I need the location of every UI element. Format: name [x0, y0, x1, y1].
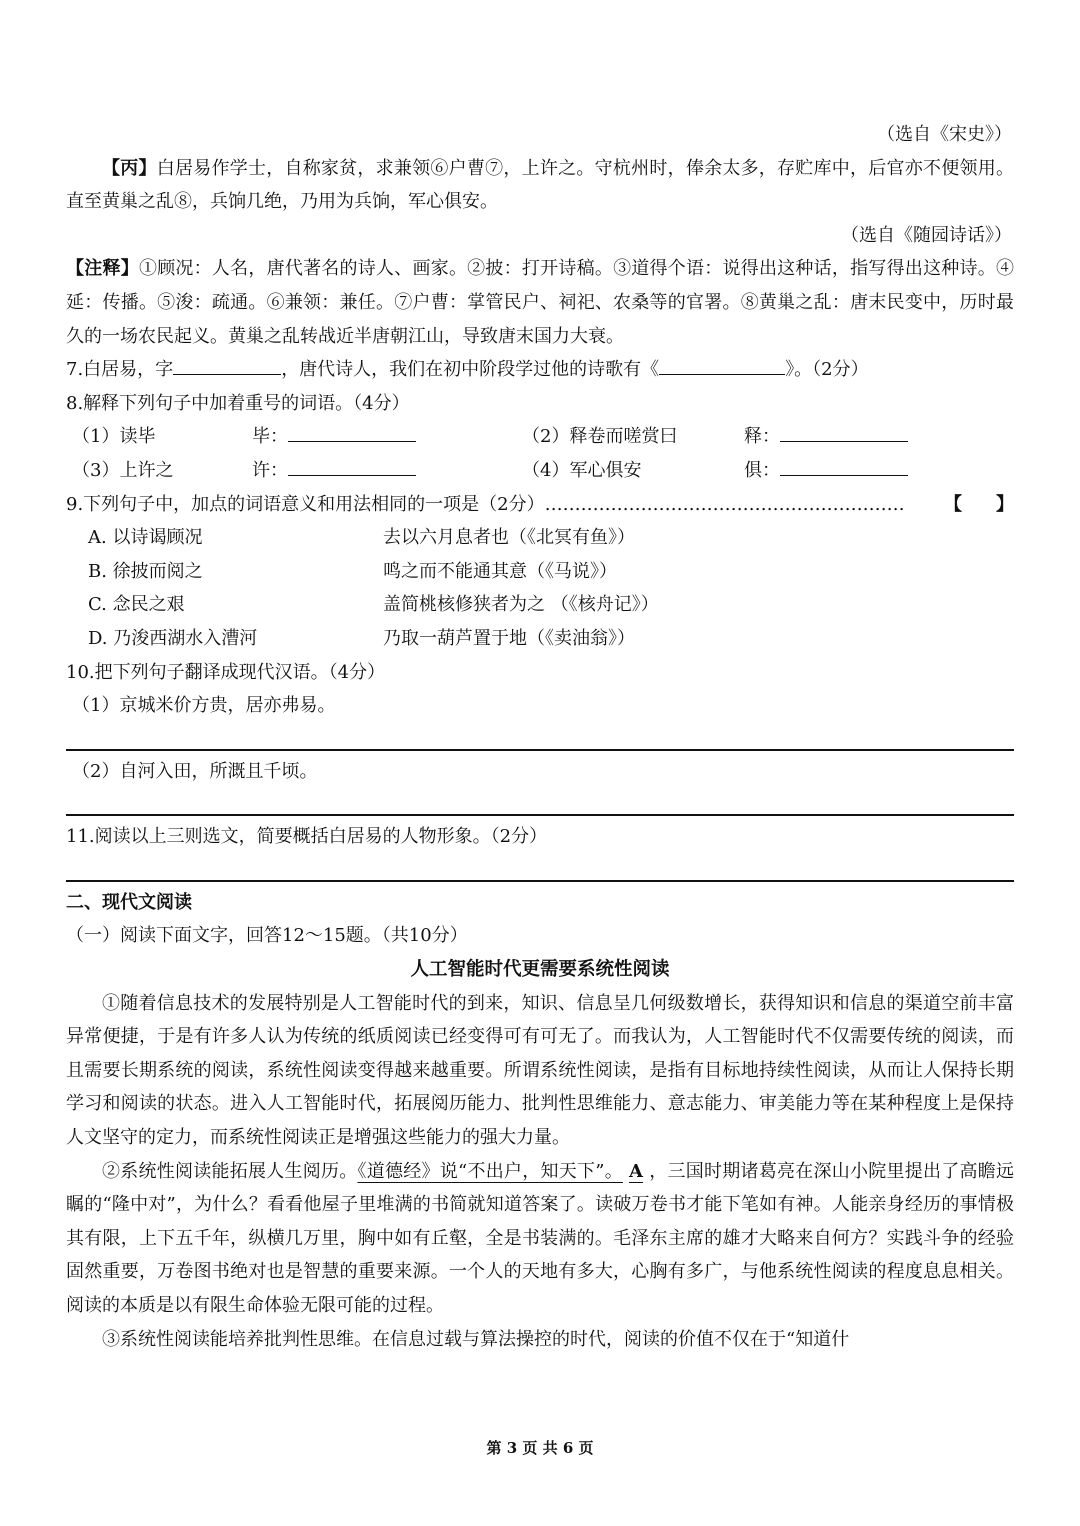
question-9-stem	[66, 488, 1014, 522]
section-2-heading: 二、现代文阅读	[66, 891, 192, 913]
article-paragraph-1: ①随着信息技术的发展特别是人工智能时代的到来，知识、信息呈几何级数增长，获得知识和信息的渠道空前丰富异常便捷，于是有许多人认为传统的纸质阅读已经变得可有可无了。而我认为，人工智能时代不仅需要传统的阅读，而且需要长期系统的阅读，系统性阅读变得越来越重要。所谓系统性阅读，是指有目标地持续性阅读，从而让人保持长期学习和阅读的状态。进入人工智能时代，拓展阅历能力、批判性思维能力、意志能力、审美能力等在某种程度上是保持人文坚守的定力，而系统性阅读正是增强这些能力的强大力量。	[66, 992, 1014, 1149]
q7-part3: 》。（2分）	[785, 359, 869, 381]
q9-answer-bracket[interactable]	[938, 488, 1014, 522]
q9-option-c-left: C. 念民之艰	[88, 594, 185, 616]
p2-rest: ，三国时期诸葛亮在深山小院里提出了高瞻远瞩的“隆中对”，为什么？看看他屋子里堆满的书简就知道答案了。读破万卷书才能下笔如有神。人能亲身经历的事情极其有限，上下五千年，纵横几万里，胸中如有丘壑，全是书装满的。毛泽东主席的雄才大略来自何方？实践斗争的经验固然重要，万卷图书绝对也是智慧的重要来源。一个人的天地有多大，心胸有多广，与他系统性阅读的程度息息相关。阅读的本质是以有限生命体验无限可能的过程。	[66, 1160, 1015, 1316]
notes-label: 【注释】	[66, 258, 139, 280]
q9-option-a-right: 去以六月息者也（《北冥有鱼》）	[383, 527, 635, 549]
exam-page	[66, 118, 1014, 1356]
q7-blank-poem[interactable]	[659, 373, 785, 375]
question-10-stem: 10.把下列句子翻译成现代汉语。（4分）	[66, 661, 386, 683]
article-title: 人工智能时代更需要系统性阅读	[410, 959, 670, 981]
q10-sentence-2: （2）自河入田，所溉且千顷。	[72, 760, 318, 782]
passage-bing-text: 白居易作学士，自称家贫，求兼领⑥户曹⑦，上许之。守杭州时，俸余太多，存贮库中，后官亦不便领用。直至黄巢之乱⑧，兵饷几绝，乃用为兵饷，军心俱安。	[66, 157, 1014, 213]
q8-item-1-answer	[252, 420, 522, 454]
q7-part2: ，唐代诗人，我们在初中阶段学过他的诗歌有《	[281, 359, 660, 381]
q10-answer-line-2[interactable]	[66, 814, 1014, 816]
q8-item-3-answer	[252, 454, 522, 488]
q9-option-d-left: D. 乃浚西湖水入漕河	[88, 627, 258, 649]
q8-blank-2[interactable]	[780, 440, 908, 442]
q9-option-c-right: 盖简桃核修狭者为之 （《核舟记》）	[383, 594, 659, 616]
q9-option-d	[66, 622, 1014, 656]
q8-item-1: （1）读毕	[72, 426, 156, 448]
source-song: （选自《宋史》）	[877, 124, 1012, 145]
q8-item-2: （2）释卷而嗟赏曰	[522, 426, 678, 448]
q8-blank-3[interactable]	[288, 474, 416, 476]
q10-answer-line-1[interactable]	[66, 749, 1014, 751]
q8-item-3: （3）上许之	[72, 459, 174, 481]
question-8-row-1	[66, 420, 1014, 454]
q8-item-2-word: 释：	[744, 426, 780, 448]
page-number: 第 3 页 共 6 页	[486, 1439, 594, 1457]
question-7	[66, 353, 1014, 387]
q8-blank-4[interactable]	[780, 474, 908, 476]
q11-answer-line[interactable]	[66, 880, 1014, 882]
question-11-stem: 11.阅读以上三则选文，简要概括白居易的人物形象。（2分）	[66, 826, 548, 848]
q8-item-4: （4）军心俱安	[522, 459, 642, 481]
q8-item-4-answer	[744, 454, 1014, 488]
q9-bracket-close: 】	[996, 493, 1014, 515]
q8-item-4-word: 俱：	[744, 459, 780, 481]
q9-option-a	[66, 521, 1014, 555]
q9-option-c	[66, 588, 1014, 622]
question-8-row-2	[66, 454, 1014, 488]
q9-option-a-left: A. 以诗谒顾况	[88, 527, 203, 549]
q9-dots: ……………………………………………………	[544, 493, 905, 515]
passage-bing-label: 【丙】	[102, 157, 157, 179]
passage-bing	[66, 152, 1014, 219]
p2-quote: 《道德经》说“不出户，知天下”。	[357, 1160, 623, 1182]
q8-item-3-word: 许：	[252, 459, 288, 481]
q9-option-b-left: B. 徐披而阅之	[88, 560, 203, 582]
q9-option-b-right: 鸣之而不能通其意（《马说》）	[383, 560, 617, 582]
q7-part1: 7.白居易，字	[66, 359, 174, 381]
q9-option-d-right: 乃取一葫芦置于地（《卖油翁》）	[383, 627, 635, 649]
article-paragraph-3: ③系统性阅读能培养批判性思维。在信息过载与算法操控的时代，阅读的价值不仅在于“知道什	[102, 1328, 850, 1350]
q8-blank-1[interactable]	[288, 440, 416, 442]
notes-text: ①顾况：人名，唐代著名的诗人、画家。②披：打开诗稿。③道得个语：说得出这种话，指写得出这种诗。④延：传播。⑤浚：疏通。⑥兼领：兼任。⑦户曹：掌管民户、祠祀、农桑等的官署。⑧黄巢之乱：唐末民变中，历时最久的一场农民起义。黄巢之乱转战近半唐朝江山，导致唐末国力大衰。	[66, 258, 1015, 347]
section-2-sub: （一）阅读下面文字，回答12～15题。（共10分）	[66, 925, 468, 947]
p2-topic-sentence: ②系统性阅读能拓展人生阅历。	[102, 1160, 358, 1182]
p2-blank-a[interactable]: A	[629, 1160, 643, 1182]
q8-item-2-answer	[744, 420, 1014, 454]
q7-blank-zi[interactable]	[173, 373, 281, 375]
q9-stem-text: 9.下列句子中，加点的词语意义和用法相同的一项是（2分）	[66, 493, 545, 515]
q8-item-1-word: 毕：	[252, 426, 288, 448]
question-8-stem: 8.解释下列句子中加着重号的词语。（4分）	[66, 392, 410, 414]
q10-sentence-1: （1）京城米价方贵，居亦弗易。	[72, 695, 336, 717]
notes	[66, 252, 1014, 353]
source-suiyuan: （选自《随园诗话》）	[841, 224, 1012, 246]
q9-option-b	[66, 555, 1014, 589]
q9-bracket-open: 【	[944, 493, 962, 515]
article-paragraph-2	[66, 1155, 1014, 1323]
